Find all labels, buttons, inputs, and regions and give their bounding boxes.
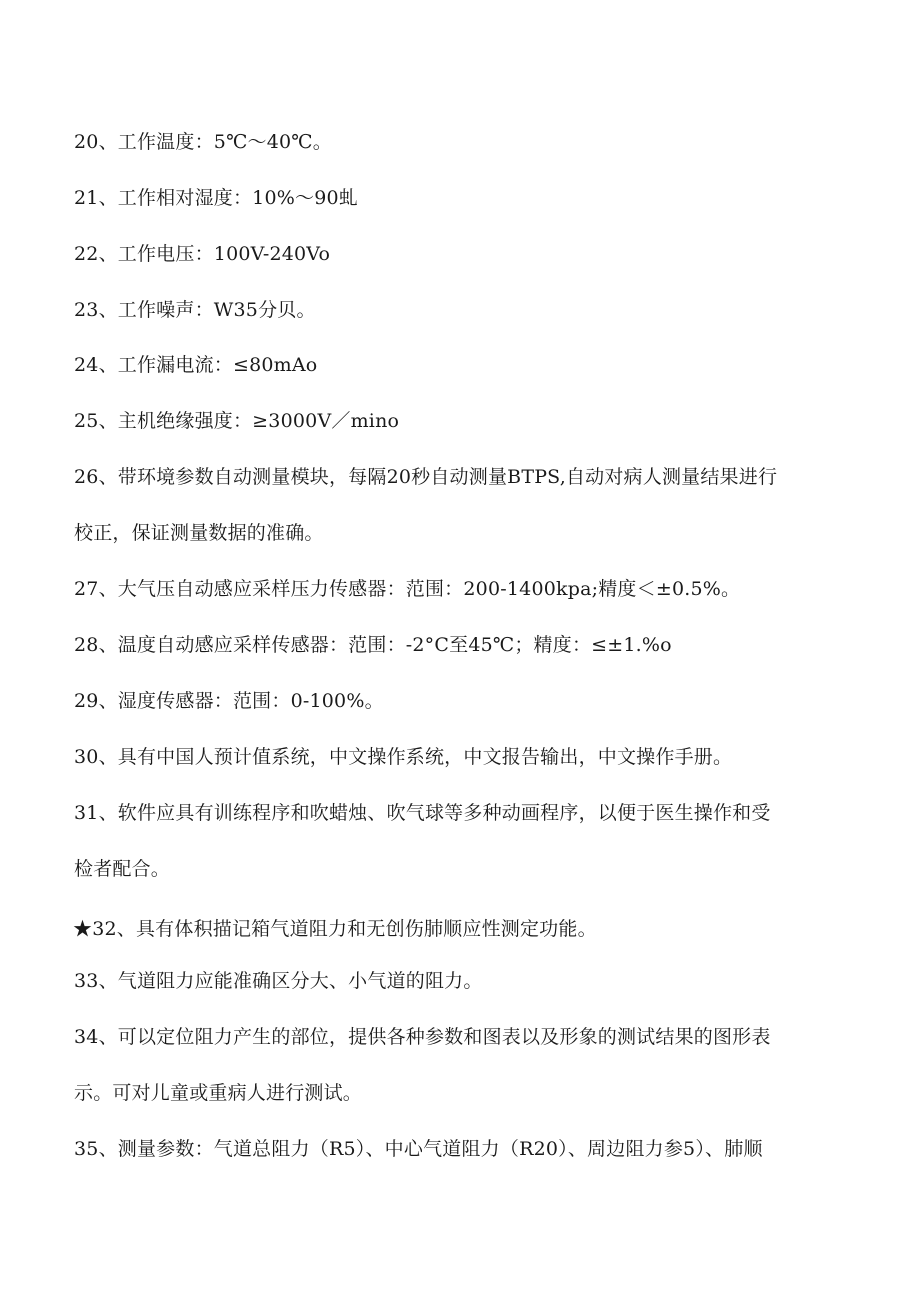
spec-line-29: 29、湿度传感器：范围：0-100%。 xyxy=(74,690,384,712)
spec-line-34: 34、可以定位阻力产生的部位，提供各种参数和图表以及形象的测试结果的图形表 xyxy=(74,1026,771,1048)
spec-line-30: 30、具有中国人预计值系统，中文操作系统，中文报告输出，中文操作手册。 xyxy=(74,746,733,768)
spec-line-23: 23、工作噪声：W35分贝。 xyxy=(74,299,316,321)
spec-line-32-starred: ★32、具有体积描记箱气道阻力和无创伤肺顺应性测定功能。 xyxy=(73,918,597,940)
spec-line-22: 22、工作电压：100V-240Vo xyxy=(74,243,331,265)
spec-line-21: 21、工作相对湿度：10%～90虬 xyxy=(74,187,358,209)
spec-line-33: 33、气道阻力应能准确区分大、小气道的阻力。 xyxy=(74,970,483,992)
spec-line-26-cont: 校正，保证测量数据的准确。 xyxy=(74,522,324,544)
spec-line-24: 24、工作漏电流：≤80mAo xyxy=(74,354,318,376)
spec-line-27: 27、大气压自动感应采样压力传感器：范围：200-1400kpa;精度＜±0.5%。 xyxy=(74,578,741,600)
spec-line-35: 35、测量参数：气道总阻力（R5）、中心气道阻力（R20）、周边阻力参5）、肺顺 xyxy=(74,1138,763,1160)
spec-line-26: 26、带环境参数自动测量模块，每隔20秒自动测量BTPS,自动对病人测量结果进行 xyxy=(74,466,778,488)
spec-line-31: 31、软件应具有训练程序和吹蜡烛、吹气球等多种动画程序，以便于医生操作和受 xyxy=(74,802,771,824)
spec-line-28: 28、温度自动感应采样传感器：范围：-2°C至45℃；精度：≤±1.%o xyxy=(74,634,672,656)
spec-line-34-cont: 示。可对儿童或重病人进行测试。 xyxy=(74,1082,363,1104)
spec-line-20: 20、工作温度：5℃～40℃。 xyxy=(74,131,332,153)
spec-line-25: 25、主机绝缘强度：≥3000V／mino xyxy=(74,410,400,432)
spec-line-31-cont: 检者配合。 xyxy=(74,858,171,880)
